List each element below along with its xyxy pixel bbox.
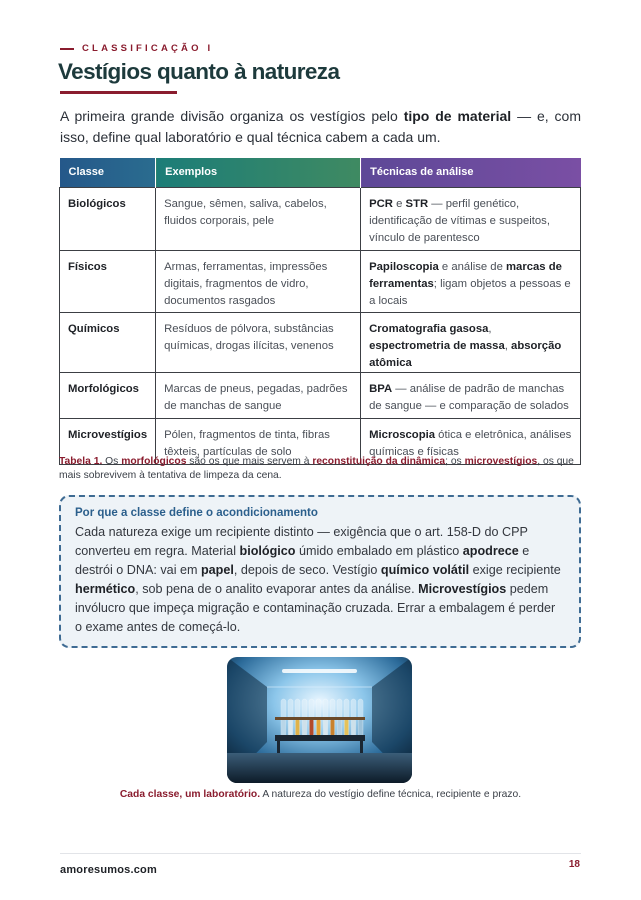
tube-liquid [310,719,314,736]
table-row [60,372,581,418]
intro-bold: tipo de material [403,108,512,124]
section-kicker [60,43,213,54]
tube-liquid [359,719,363,736]
tube-liquid [317,719,321,736]
table-row [60,250,581,312]
classification-table [59,158,581,465]
tube-liquid [296,719,300,736]
header-tecnicas: Técnicas de análise [361,158,581,187]
tube-liquid [345,719,349,736]
cell-classe: Microvestígios [60,418,156,464]
cell-tecnicas: PCR e STR — perfil genético, identificação de vítimas e suspeitos, vínculo de parentesco [361,187,581,250]
intro-text-1: A primeira grande divisão organiza os vestígios pelo [60,108,404,124]
cell-exemplos: Pólen, fragmentos de tinta, fibras têxteis, partículas de solo [156,418,361,464]
kicker-dash [60,48,74,50]
tube-liquid [338,719,342,736]
lab-photo [227,657,412,783]
table-header-row [60,158,581,187]
page-title: Vestígios quanto à natureza [58,59,340,84]
header-classe: Classe [60,158,156,187]
tube-liquid [289,719,293,736]
cell-exemplos: Armas, ferramentas, impressões digitais, fragmentos de vidro, documentos rasgados [156,250,361,312]
callout-text: Cada natureza exige um recipiente distinto — exigência que o art. 158-D do CPP converteu em regra. Material biológico úmido embalado em plástico apodrece e destrói o DNA: vai em papel, depois de seco. Vestígio químico volátil exige recipiente hermético, sob pena de o analito evaporar antes da análise. Microvestígios pedem invólucro que impeça migração e contaminação cruzada. Errar a embalagem é perder o exame antes de começá-lo. [75,525,561,634]
callout-title: Por que a classe define o acondicionamento [75,507,318,519]
cell-exemplos: Resíduos de pólvora, substâncias químicas, drogas ilícitas, venenos [156,312,361,372]
tube-liquid [303,719,307,736]
figure-caption [0,789,641,800]
title-underline [60,91,177,94]
page-number: 18 [568,859,580,870]
table-row [60,187,581,250]
cell-exemplos: Marcas de pneus, pegadas, padrões de manchas de sangue [156,372,361,418]
caption-label: Tabela 1. [59,456,103,467]
cell-tecnicas: BPA — análise de padrão de manchas de sangue — e comparação de solados [361,372,581,418]
figure-caption-bold: Cada classe, um laboratório. [119,789,261,800]
cell-classe: Físicos [60,250,156,312]
caption-text: Os morfológicos são os que mais servem à reconstituição da dinâmica; os microvestígios, os que mais sobrevivem à tentativa de limpeza da cena. [59,456,574,481]
kicker-text: CLASSIFICAÇÃO I [82,43,214,54]
cell-exemplos: Sangue, sêmen, saliva, cabelos, fluidos corporais, pele [156,187,361,250]
cell-tecnicas: Cromatografia gasosa, espectrometria de massa, absorção atômica [361,312,581,372]
footer-site[interactable]: amoresumos.com [60,864,157,876]
tube-liquid [331,719,335,736]
cell-classe: Morfológicos [60,372,156,418]
cell-classe: Biológicos [60,187,156,250]
table-caption [59,455,581,483]
figure-caption-text: A natureza do vestígio define técnica, recipiente e prazo. [260,789,522,800]
cell-classe: Químicos [60,312,156,372]
lab-photo-illustration [227,657,412,783]
intro-paragraph [60,106,581,148]
cell-tecnicas: Microscopia ótica e eletrônica, análises químicas e físicas [361,418,581,464]
tube-liquid [324,719,328,736]
table-row [60,312,581,372]
callout-box [59,495,581,648]
cell-tecnicas: Papiloscopia e análise de marcas de ferramentas; ligam objetos a pessoas e a locais [361,250,581,312]
intro-text-2: — e, com isso, define qual laboratório e qual técnica cabem a cada um. [60,108,581,145]
tube-liquid [352,719,356,736]
header-exemplos: Exemplos [156,158,361,187]
tube-liquid [282,719,286,736]
footer-divider [60,853,581,854]
